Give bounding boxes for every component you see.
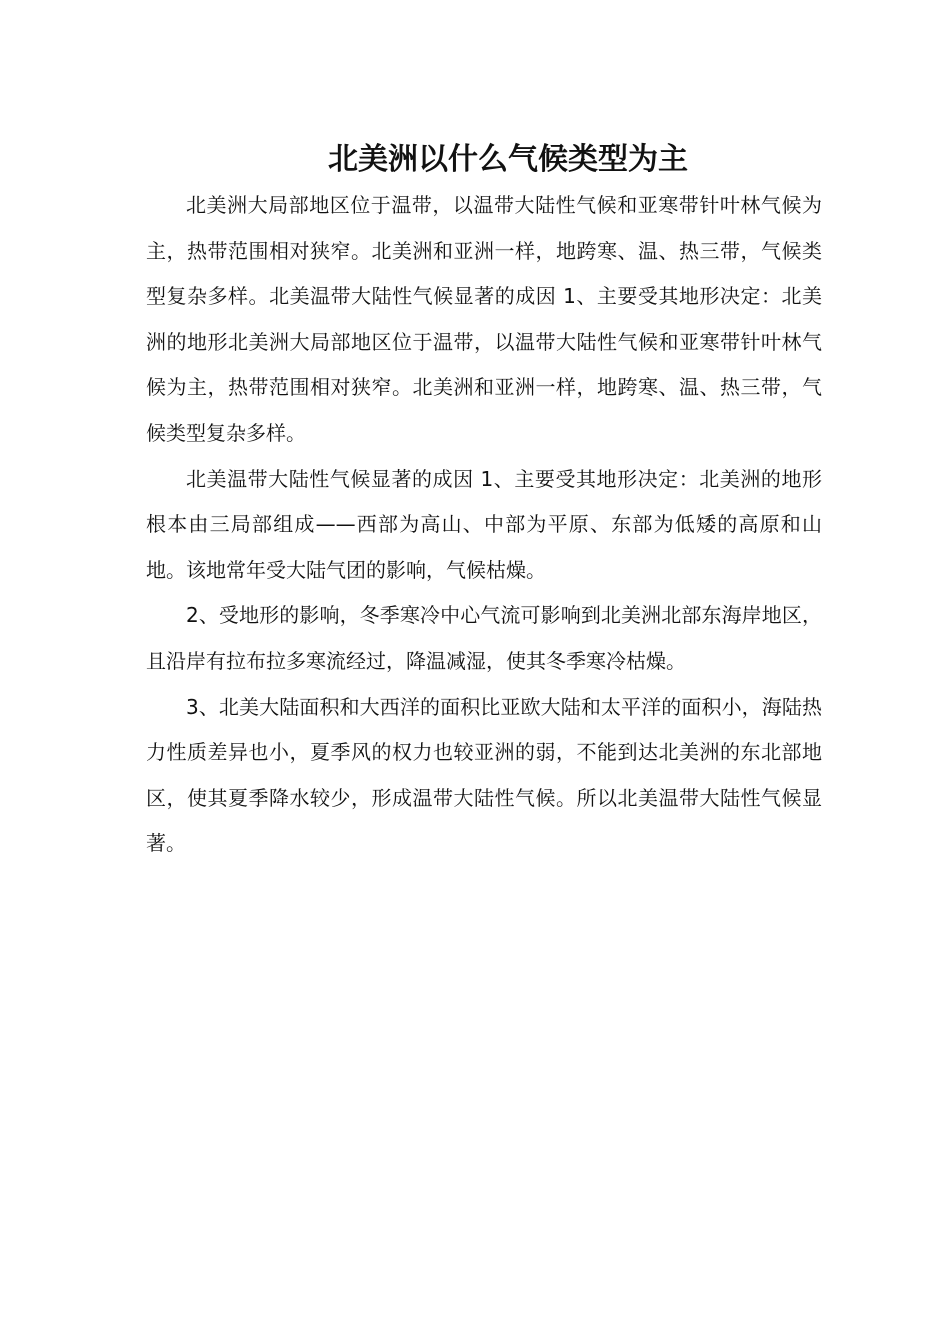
paragraph-3: 2、受地形的影响，冬季寒冷中心气流可影响到北美洲北部东海岸地区，且沿岸有拉布拉多寒流经过，降温减湿，使其冬季寒冷枯燥。 — [146, 603, 822, 673]
paragraph-2: 北美温带大陆性气候显著的成因 1、主要受其地形决定：北美洲的地形根本由三局部组成——西部为高山、中部为平原、东部为低矮的高原和山地。该地常年受大陆气团的影响，气候枯燥。 — [146, 466, 822, 582]
document-body — [146, 183, 822, 867]
page-title: 北美洲以什么气候类型为主 — [328, 142, 688, 178]
paragraph-4: 3、北美大陆面积和大西洋的面积比亚欧大陆和太平洋的面积小，海陆热力性质差异也小，夏季风的权力也较亚洲的弱，不能到达北美洲的东北部地区，使其夏季降水较少，形成温带大陆性气候。所以北美温带大陆性气候显著。 — [146, 694, 822, 856]
paragraph-1: 北美洲大局部地区位于温带，以温带大陆性气候和亚寒带针叶林气候为主，热带范围相对狭窄。北美洲和亚洲一样，地跨寒、温、热三带，气候类型复杂多样。北美温带大陆性气候显著的成因 1、主要受其地形决定：北美洲的地形北美洲大局部地区位于温带，以温带大陆性气候和亚寒带针叶林气候为主，热带范围相对狭窄。北美洲和亚洲一样，地跨寒、温、热三带，气候类型复杂多样。 — [146, 193, 822, 445]
